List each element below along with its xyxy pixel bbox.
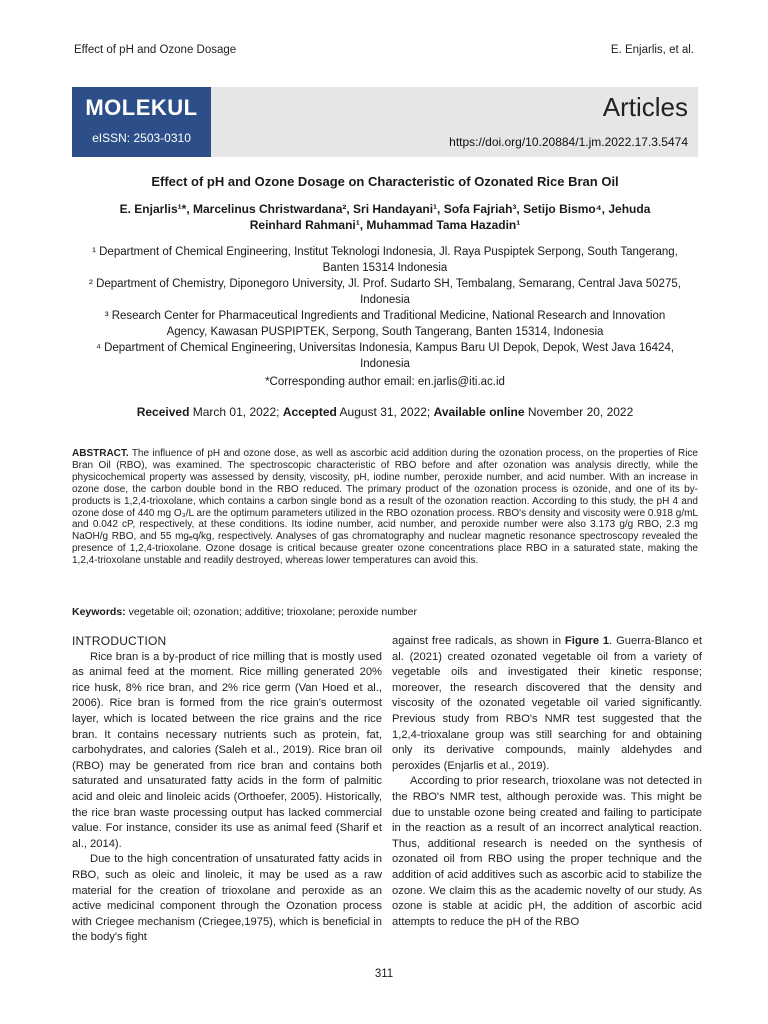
intro-paragraph-2: Due to the high concentration of unsaturated fatty acids in RBO, such as oleic and linoleic, it may be used as a raw material for the creation of trioxolane and peroxide as an active medicinal component through the Ozonation process with Criegee mechanism (Criegee,1975), which is beneficial in the body's fight bbox=[72, 853, 382, 944]
page-number: 311 bbox=[374, 968, 394, 980]
online-date: November 20, 2022 bbox=[527, 405, 634, 419]
right-column bbox=[392, 634, 702, 930]
section-heading-introduction: INTRODUCTION bbox=[72, 634, 167, 648]
online-label: Available online bbox=[433, 405, 525, 419]
affiliation-list bbox=[72, 244, 698, 372]
article-dates bbox=[72, 405, 698, 419]
intro-paragraph-3 bbox=[392, 634, 702, 774]
keywords-text: vegetable oil; ozonation; additive; trioxolane; peroxide number bbox=[128, 606, 417, 618]
abstract-text: The influence of pH and ozone dose, as well as ascorbic acid addition during the ozonation process, on the properties of Rice Bran Oil (RBO), was examined. The spectroscopic characteristic of RBO before and after ozonation was analysis directly, while the physicochemical property was assessed by density, viscosity, pH, iodine number, peroxide number, and acid number. With an increase in ozone dose, the carbon double bond in the RBO reduced. The primary product of the ozonation process is ozonide, and one of its by-products is 1,2,4-trioxolane, which contains a carbon single bond as a result of the ozonation reaction. According to this study, the pH 4 and ozone dose of 440 mg O₃/L are the optimum parameters utilized in the RBO ozonation process. RBO's density and viscosity were 0.918 g/mL and 0.042 cP, respectively, at these conditions. Its iodine number, acid number, and peroxide number were also 3.173 g/g RBO, 2.3 mg NaOH/g RBO, and 55 mgₑq/kg, respectively. Analyses of gas chromatography and nuclear magnetic resonance spectroscopy revealed the presence of 1,2,4-trioxolane. Ozone dosage is critical because greater ozone concentrations place RBO in a saturated state, making the 1,2,4-trioxolane unstable and readily destroyed, whereas lower temperatures can avoid this. bbox=[72, 448, 698, 567]
corresponding-author: *Corresponding author email: en.jarlis@iti.ac.id bbox=[265, 376, 505, 388]
accepted-date: August 31, 2022; bbox=[339, 405, 431, 419]
affiliation-1: ¹ Department of Chemical Engineering, Institut Teknologi Indonesia, Jl. Raya Puspiptek Serpong, South Tangerang, Banten 15314 Indonesia bbox=[92, 246, 678, 274]
paragraph-3-start: against free radicals, as shown in bbox=[392, 635, 565, 647]
affiliation-4: ⁴ Department of Chemical Engineering, Universitas Indonesia, Kampus Baru UI Depok, Depok, West Java 16424, Indonesia bbox=[95, 342, 675, 370]
running-head-title: Effect of pH and Ozone Dosage bbox=[74, 44, 237, 56]
figure-1-reference[interactable]: Figure 1 bbox=[564, 635, 610, 647]
running-head-authors: E. Enjarlis, et al. bbox=[610, 44, 694, 56]
author-list: E. Enjarlis¹*, Marcelinus Christwardana², Sri Handayani¹, Sofa Fajriah³, Setijo Bismo⁴, Jehuda Reinhard Rahmani¹, Muhammad Tama Hazadin¹ bbox=[119, 202, 651, 232]
keywords bbox=[72, 606, 698, 618]
abstract-label: ABSTRACT. bbox=[72, 448, 129, 459]
paragraph-3-rest: . Guerra-Blanco et al. (2021) created ozonated vegetable oil from a variety of vegetable oils and investigated their kinetic response; moreover, the research discovered that the density and viscosity of the ozonated vegetable oil varied significantly. Previous study from RBO's NMR test suggested that the 1,2,4-trioxalane group was still searching for and obtaining only its derivative compounds, mainly aldehydes and peroxides (Enjarlis et al., 2019). bbox=[392, 635, 702, 772]
accepted-label: Accepted bbox=[282, 405, 337, 419]
journal-banner bbox=[72, 87, 698, 157]
abstract bbox=[72, 448, 698, 567]
section-type: Articles bbox=[602, 92, 688, 122]
journal-name: MOLEKUL bbox=[85, 95, 198, 120]
keywords-label: Keywords: bbox=[72, 606, 126, 618]
received-date: March 01, 2022; bbox=[192, 405, 280, 419]
journal-issn: eISSN: 2503-0310 bbox=[92, 131, 191, 145]
left-column bbox=[72, 634, 382, 946]
running-head bbox=[74, 44, 694, 56]
affiliation-3: ³ Research Center for Pharmaceutical Ingredients and Traditional Medicine, National Research and Innovation Agency, Kawasan PUSPIPTEK, Serpong, South Tangerang, Banten 15314, Indonesia bbox=[104, 310, 666, 338]
journal-brand-box bbox=[72, 87, 211, 157]
intro-paragraph-1: Rice bran is a by-product of rice milling that is mostly used as animal feed at the moment. Rice milling generated 20% rice husk, 8% rice bran, and 2% rice germ (Van Hoed et al., 2006). Rice bran is formed from the rice grain's outermost layer, which is located between the rice grains and the rice bran. It contains necessary nutrients such as protein, fat, carbohydrates, and calories (Saleh et al., 2019). Rice bran oil (RBO) may be generated from rice bran and contains both saturated and unsaturated fatty acids in the form of palmitic acid and oleic and linoleic acids (Orthoefer, 2005). Historically, the rice bran waste processing output has lacked commercial value. For instance, consider its use as animal feed (Sharif et al., 2014). bbox=[72, 650, 382, 850]
affiliation-2: ² Department of Chemistry, Diponegoro University, Jl. Prof. Sudarto SH, Tembalang, Semarang, Central Java 50275, Indonesia bbox=[89, 278, 681, 306]
doi-link[interactable]: https://doi.org/10.20884/1.jm.2022.17.3.5474 bbox=[449, 135, 688, 149]
paper-title: Effect of pH and Ozone Dosage on Characteristic of Ozonated Rice Bran Oil bbox=[151, 174, 619, 189]
intro-paragraph-4: According to prior research, trioxolane was not detected in the RBO's NMR test, although peroxide was. This might be due to unstable ozone being created and failing to participate in the reaction as a result of an incorrect analytical reaction. Thus, additional research is needed on the synthesis of ozonated oil from RBO using the proper technique and the addition of acid additives such as ascorbic acid to stabilize the ozone. We claim this as the academic novelty of our study. As ozone is stable at acidic pH, the addition of ascorbic acid attempts to reduce the pH of the RBO bbox=[392, 775, 702, 928]
received-label: Received bbox=[136, 405, 190, 419]
